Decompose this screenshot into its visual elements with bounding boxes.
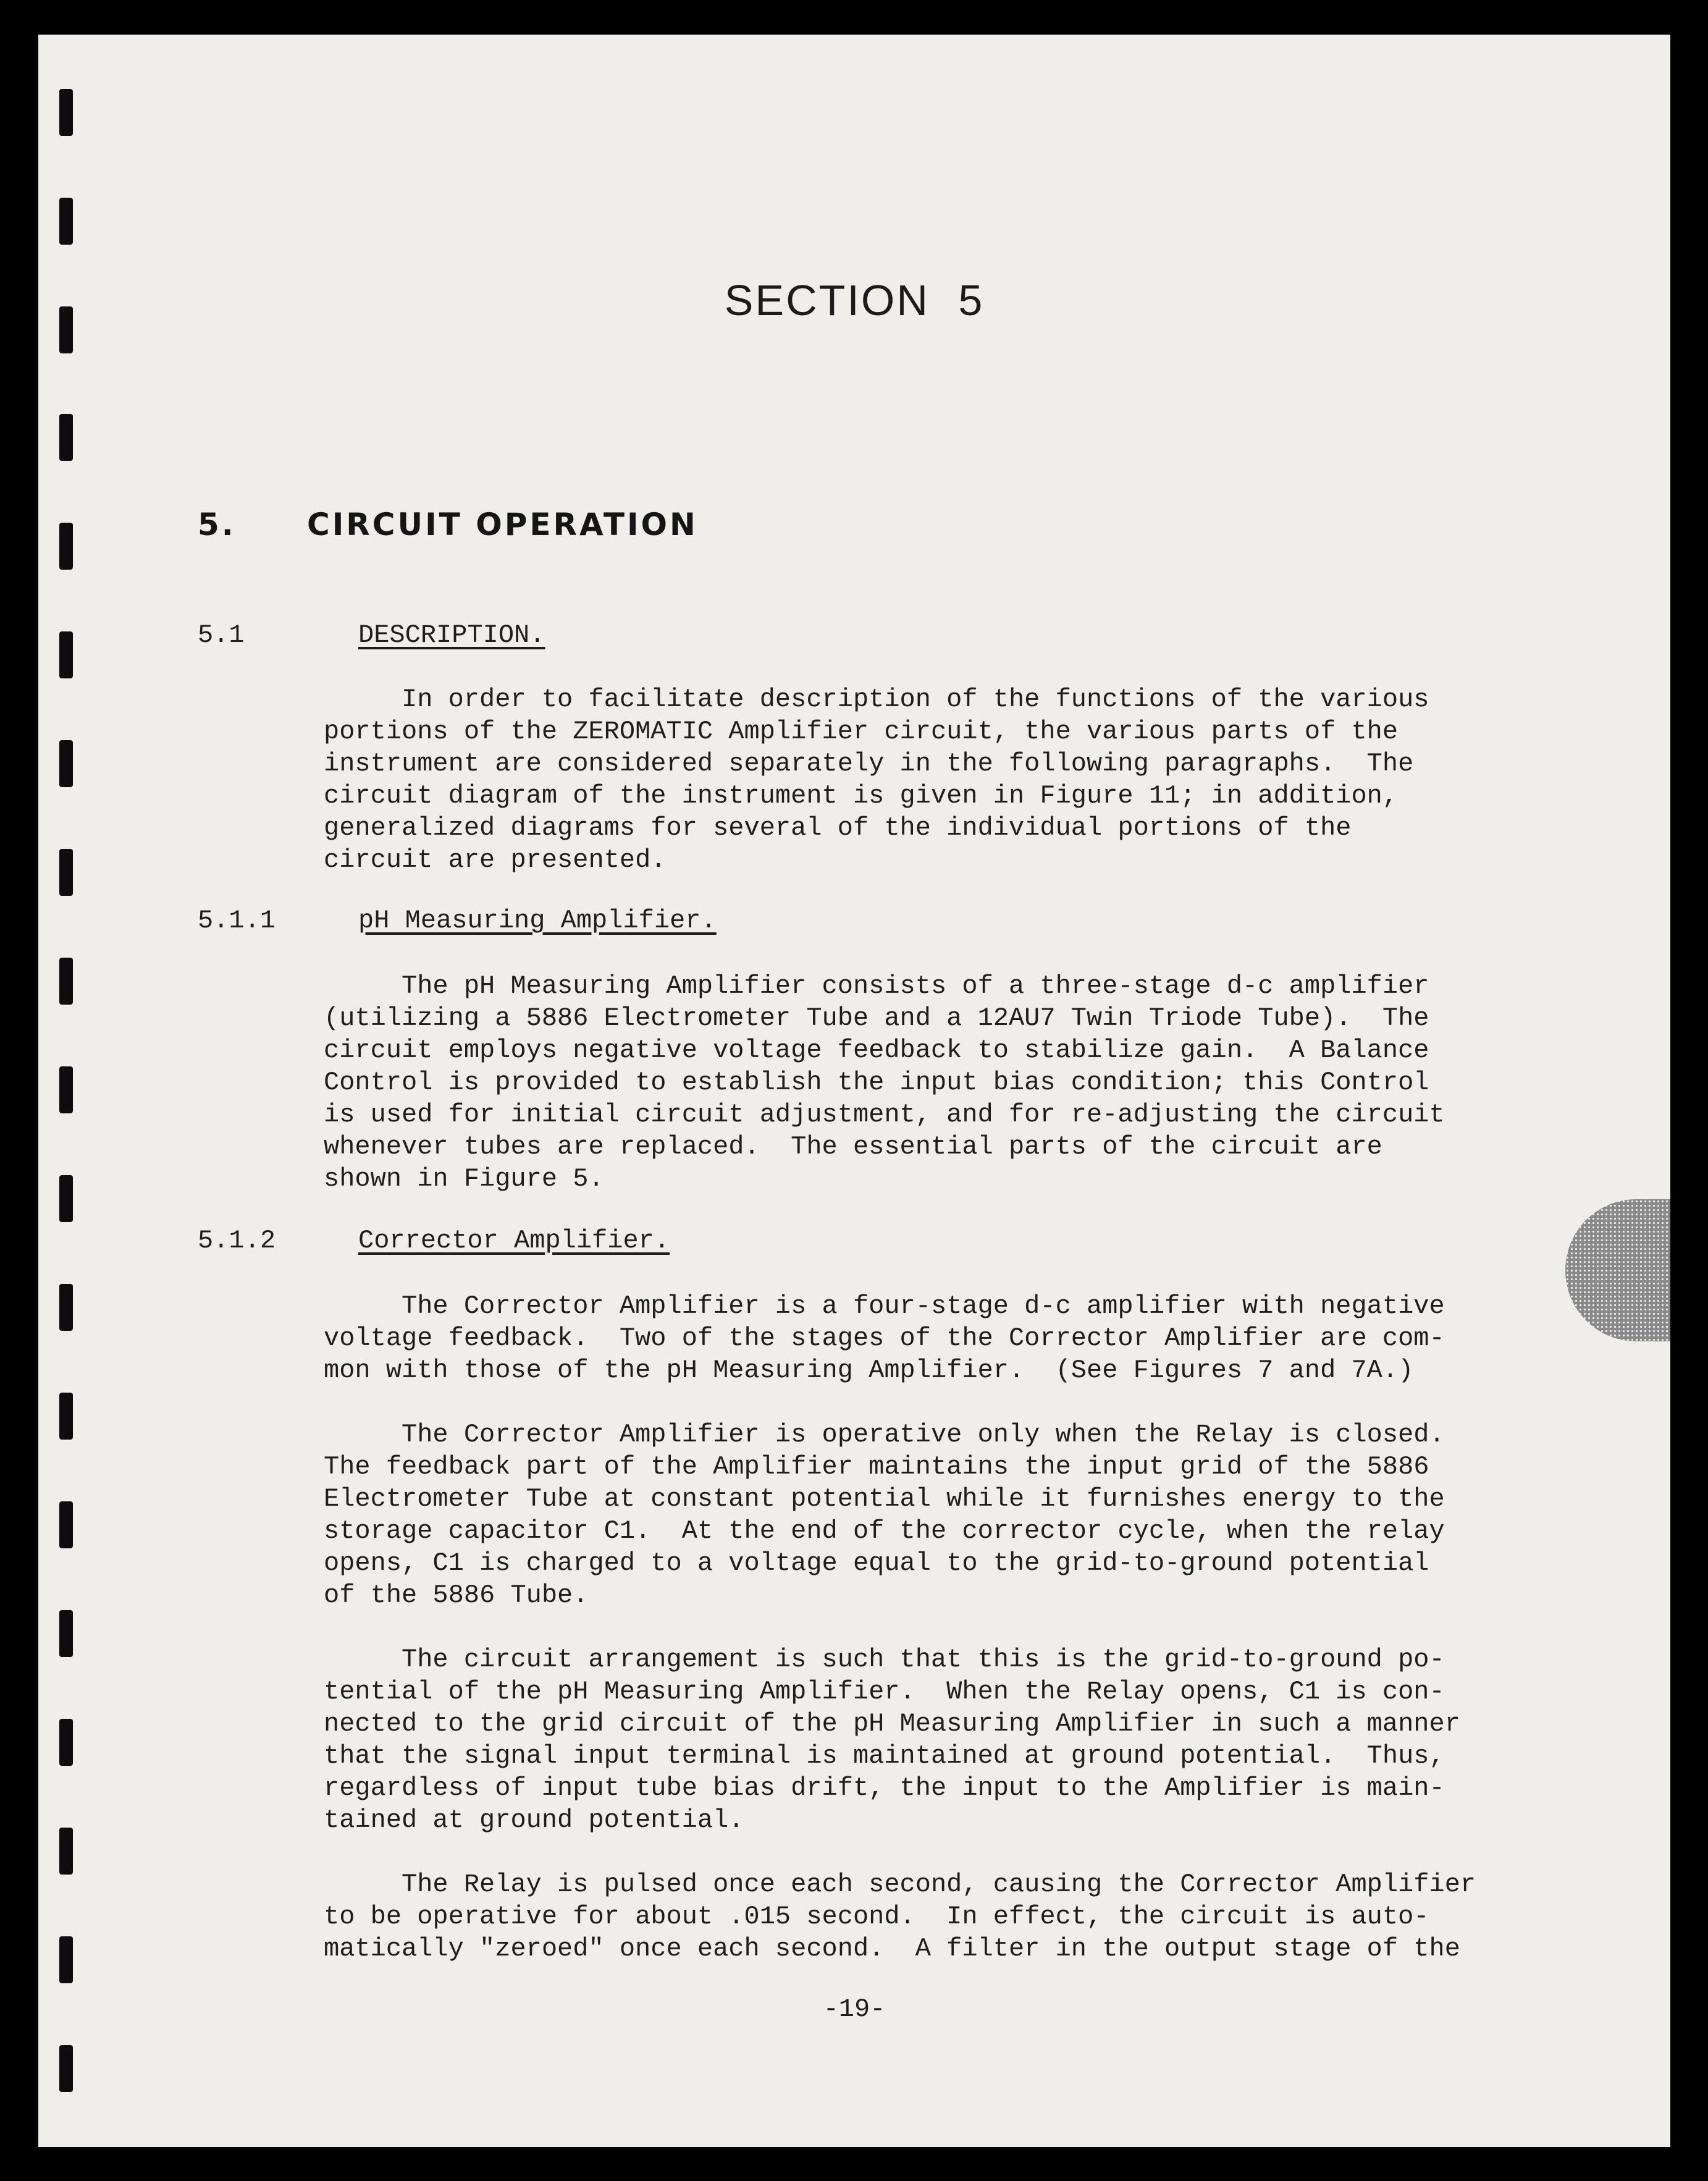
binding-hole (59, 1393, 73, 1440)
text-line: instrument are considered separately in the following paragraphs. The (324, 749, 1414, 778)
subsection-number: 5.1 (198, 620, 245, 650)
text-line: tential of the pH Measuring Amplifier. When the Relay opens, C1 is con- (324, 1677, 1445, 1706)
binding-hole (59, 1175, 73, 1222)
section-title: SECTION 5 (724, 276, 985, 324)
text-line: The Corrector Amplifier is operative only when the Relay is closed. (324, 1420, 1445, 1449)
chapter-title: CIRCUIT OPERATION (307, 507, 698, 542)
text-line: In order to facilitate description of the functions of the various (324, 685, 1429, 714)
binding-hole (59, 2045, 73, 2092)
text-line: (utilizing a 5886 Electrometer Tube and a 12AU7 Twin Triode Tube). The (324, 1003, 1429, 1033)
text-line: circuit are presented. (324, 845, 667, 875)
binding-holes (38, 35, 75, 2147)
text-line: The circuit arrangement is such that this is the grid-to-ground po- (324, 1645, 1445, 1674)
paragraph (324, 683, 1670, 876)
text-line: mon with those of the pH Measuring Amplifier. (See Figures 7 and 7A.) (324, 1356, 1414, 1385)
subsection-number: 5.1.2 (198, 1226, 276, 1255)
subsection-title: Corrector Amplifier. (358, 1226, 670, 1255)
binding-hole (59, 1719, 73, 1766)
binding-hole (59, 1066, 73, 1113)
binding-hole (59, 1936, 73, 1983)
text-line: regardless of input tube bias drift, the input to the Amplifier is main- (324, 1773, 1445, 1803)
text-line: matically "zeroed" once each second. A filter in the output stage of the (324, 1934, 1460, 1964)
text-line: to be operative for about .015 second. In effect, the circuit is auto- (324, 1902, 1429, 1931)
binding-hole (59, 198, 73, 245)
text-line: shown in Figure 5. (324, 1164, 604, 1194)
subsection-number: 5.1.1 (198, 906, 276, 935)
text-line: The feedback part of the Amplifier maintains the input grid of the 5886 (324, 1452, 1429, 1482)
text-line: circuit employs negative voltage feedback to stabilize gain. A Balance (324, 1036, 1429, 1065)
binding-hole (59, 631, 73, 678)
binding-hole (59, 89, 73, 136)
text-line: storage capacitor C1. At the end of the corrector cycle, when the relay (324, 1516, 1445, 1546)
binding-hole (59, 958, 73, 1005)
text-line: The Relay is pulsed once each second, causing the Corrector Amplifier (324, 1870, 1476, 1899)
text-line: opens, C1 is charged to a voltage equal to the grid-to-ground potential (324, 1548, 1429, 1578)
subsection-title: DESCRIPTION. (358, 620, 545, 650)
text-line: of the 5886 Tube. (324, 1580, 589, 1610)
paragraph (324, 1643, 1670, 1836)
binding-hole (59, 1501, 73, 1548)
paragraph (324, 1419, 1670, 1611)
text-line: The Corrector Amplifier is a four-stage d-c amplifier with negative (324, 1291, 1445, 1321)
text-line: tained at ground potential. (324, 1805, 744, 1835)
text-line: Electrometer Tube at constant potential while it furnishes energy to the (324, 1484, 1445, 1514)
binding-hole (59, 1610, 73, 1657)
chapter-number: 5. (198, 507, 236, 542)
paragraph (324, 970, 1670, 1195)
binding-hole (59, 523, 73, 570)
page-number: -19- (823, 1994, 886, 2024)
text-line: generalized diagrams for several of the individual portions of the (324, 813, 1352, 843)
binding-hole (59, 740, 73, 787)
text-line: voltage feedback. Two of the stages of the Corrector Amplifier are com- (324, 1323, 1445, 1353)
subsection-title: pH Measuring Amplifier. (358, 906, 717, 935)
text-line: whenever tubes are replaced. The essential parts of the circuit are (324, 1132, 1382, 1162)
text-line: The pH Measuring Amplifier consists of a three-stage d-c amplifier (324, 971, 1429, 1001)
binding-hole (59, 849, 73, 896)
binding-hole (59, 1284, 73, 1331)
document-page (38, 35, 1670, 2147)
text-line: circuit diagram of the instrument is given in Figure 11; in addition, (324, 781, 1399, 811)
text-line: Control is provided to establish the input bias condition; this Control (324, 1068, 1429, 1097)
chapter-heading (198, 507, 698, 542)
text-line: that the signal input terminal is maintained at ground potential. Thus, (324, 1741, 1445, 1771)
paragraph (324, 1290, 1670, 1386)
text-line: is used for initial circuit adjustment, and for re-adjusting the circuit (324, 1100, 1445, 1129)
binding-hole (59, 414, 73, 461)
text-line: nected to the grid circuit of the pH Measuring Amplifier in such a manner (324, 1709, 1460, 1739)
text-line: portions of the ZEROMATIC Amplifier circuit, the various parts of the (324, 717, 1399, 746)
binding-hole (59, 1828, 73, 1875)
paragraph (324, 1868, 1670, 1965)
